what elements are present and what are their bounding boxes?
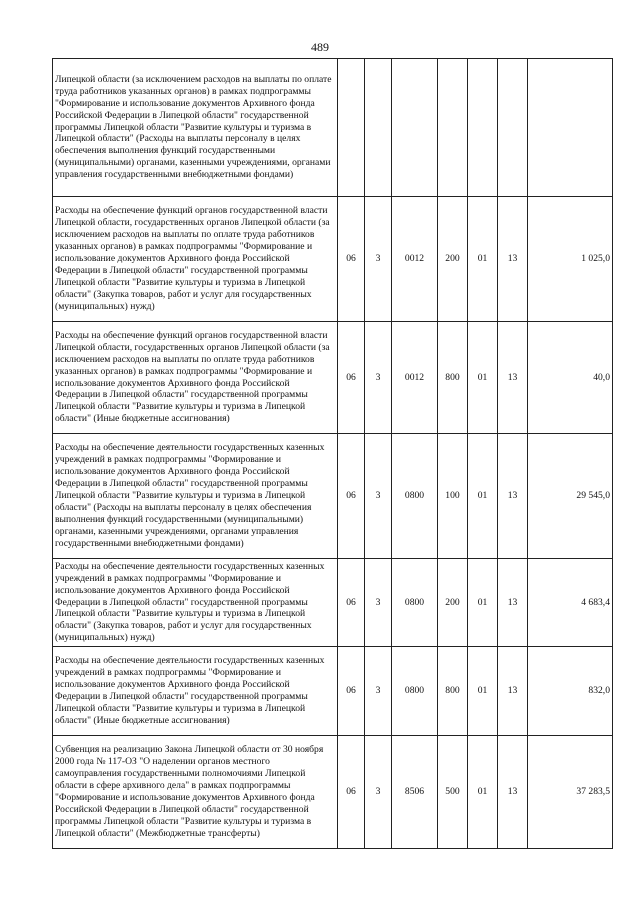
subprogram-code-cell: 3: [365, 647, 392, 736]
expense-type-cell: [438, 59, 468, 197]
subprogram-code-cell: 3: [365, 559, 392, 647]
row-description: Расходы на обеспечение функций органов государственной власти Липецкой области, государственных органов Липецкой области (за исключением расходов на выплаты по оплате труда работников указанных органов) в рамках подпрограммы "Формирование и использование документов Архивного фонда Российской Федерации в Липецкой области" государственной программы Липецкой области "Развитие культуры и туризма в Липецкой области" (Иные бюджетные ассигнования): [53, 322, 338, 434]
direction-code-cell: 0012: [392, 322, 438, 434]
program-code-cell: 06: [338, 736, 365, 849]
subsection-cell: 13: [498, 559, 528, 647]
subsection-cell: 13: [498, 647, 528, 736]
table-row: [53, 434, 613, 559]
amount-cell: 40,0: [528, 322, 613, 434]
row-description: Расходы на обеспечение деятельности государственных казенных учреждений в рамках подпрограммы "Формирование и использование документов Архивного фонда Российской Федерации в Липецкой области" государственной программы Липецкой области "Развитие культуры и туризма в Липецкой области" (Закупка товаров, работ и услуг для государственных (муниципальных) нужд): [53, 559, 338, 647]
row-description: Расходы на обеспечение функций органов государственной власти Липецкой области, государственных органов Липецкой области (за исключением расходов на выплаты по оплате труда работников указанных органов) в рамках подпрограммы "Формирование и использование документов Архивного фонда Российской Федерации в Липецкой области" государственной программы Липецкой области "Развитие культуры и туризма в Липецкой области" (Закупка товаров, работ и услуг для государственных (муниципальных) нужд): [53, 197, 338, 322]
table-row: [53, 559, 613, 647]
amount-cell: 832,0: [528, 647, 613, 736]
direction-code-cell: 0800: [392, 559, 438, 647]
program-code-cell: 06: [338, 434, 365, 559]
program-code-cell: 06: [338, 322, 365, 434]
direction-code-cell: 0800: [392, 434, 438, 559]
table-row: [53, 736, 613, 849]
page-number: 489: [311, 40, 329, 54]
section-cell: 01: [468, 559, 498, 647]
subprogram-code-cell: 3: [365, 322, 392, 434]
expense-type-cell: 500: [438, 736, 468, 849]
direction-code-cell: 8506: [392, 736, 438, 849]
table-row: [53, 197, 613, 322]
amount-cell: 37 283,5: [528, 736, 613, 849]
amount-cell: [528, 59, 613, 197]
subsection-cell: 13: [498, 736, 528, 849]
subsection-cell: 13: [498, 322, 528, 434]
table-row: [53, 647, 613, 736]
program-code-cell: 06: [338, 647, 365, 736]
section-cell: 01: [468, 197, 498, 322]
section-cell: 01: [468, 647, 498, 736]
expense-type-cell: 200: [438, 559, 468, 647]
direction-code-cell: 0800: [392, 647, 438, 736]
section-cell: 01: [468, 434, 498, 559]
direction-code-cell: [392, 59, 438, 197]
budget-table: [52, 58, 613, 849]
expense-type-cell: 800: [438, 322, 468, 434]
expense-type-cell: 200: [438, 197, 468, 322]
subprogram-code-cell: 3: [365, 197, 392, 322]
amount-cell: 1 025,0: [528, 197, 613, 322]
subsection-cell: [498, 59, 528, 197]
subprogram-code-cell: 3: [365, 736, 392, 849]
program-code-cell: 06: [338, 559, 365, 647]
subsection-cell: 13: [498, 197, 528, 322]
program-code-cell: [338, 59, 365, 197]
amount-cell: 4 683,4: [528, 559, 613, 647]
table-row: [53, 59, 613, 197]
row-description: Расходы на обеспечение деятельности государственных казенных учреждений в рамках подпрограммы "Формирование и использование документов Архивного фонда Российской Федерации в Липецкой области" государственной программы Липецкой области "Развитие культуры и туризма в Липецкой области" (Иные бюджетные ассигнования): [53, 647, 338, 736]
section-cell: 01: [468, 322, 498, 434]
section-cell: [468, 59, 498, 197]
expense-type-cell: 100: [438, 434, 468, 559]
subprogram-code-cell: [365, 59, 392, 197]
row-description: Липецкой области (за исключением расходов на выплаты по оплате труда работников указанных органов) в рамках подпрограммы "Формирование и использованиe документов Архивного фонда Российской Федерации в Липецкой области" государственной программы Липецкой области "Развитие культуры и туризма в Липецкой области" (Расходы на выплаты персоналу в целях обеспечения выполнения функций государственными (муниципальными) органами, казенными учреждениями, органами управления государственными внебюджетными фондами): [53, 59, 338, 197]
expense-type-cell: 800: [438, 647, 468, 736]
program-code-cell: 06: [338, 197, 365, 322]
direction-code-cell: 0012: [392, 197, 438, 322]
row-description: Расходы на обеспечение деятельности государственных казенных учреждений в рамках подпрограммы "Формирование и использование документов Архивного фонда Российской Федерации в Липецкой области" государственной программы Липецкой области "Развитие культуры и туризма в Липецкой области" (Расходы на выплаты персоналу в целях обеспечения выполнения функций государственными (муниципальными) органами, казенными учреждениями, органами управления государственными внебюджетными фондами): [53, 434, 338, 559]
subsection-cell: 13: [498, 434, 528, 559]
table-row: [53, 322, 613, 434]
row-description: Субвенция на реализацию Закона Липецкой области от 30 ноября 2000 года № 117-ОЗ "О наделении органов местного самоуправления государственными полномочиями Липецкой области в сфере архивного дела" в рамках подпрограммы "Формирование и использование документов Архивного фонда Российской Федерации в Липецкой области" государственной программы Липецкой области "Развитие культуры и туризма в Липецкой области" (Межбюджетные трансферты): [53, 736, 338, 849]
amount-cell: 29 545,0: [528, 434, 613, 559]
subprogram-code-cell: 3: [365, 434, 392, 559]
section-cell: 01: [468, 736, 498, 849]
